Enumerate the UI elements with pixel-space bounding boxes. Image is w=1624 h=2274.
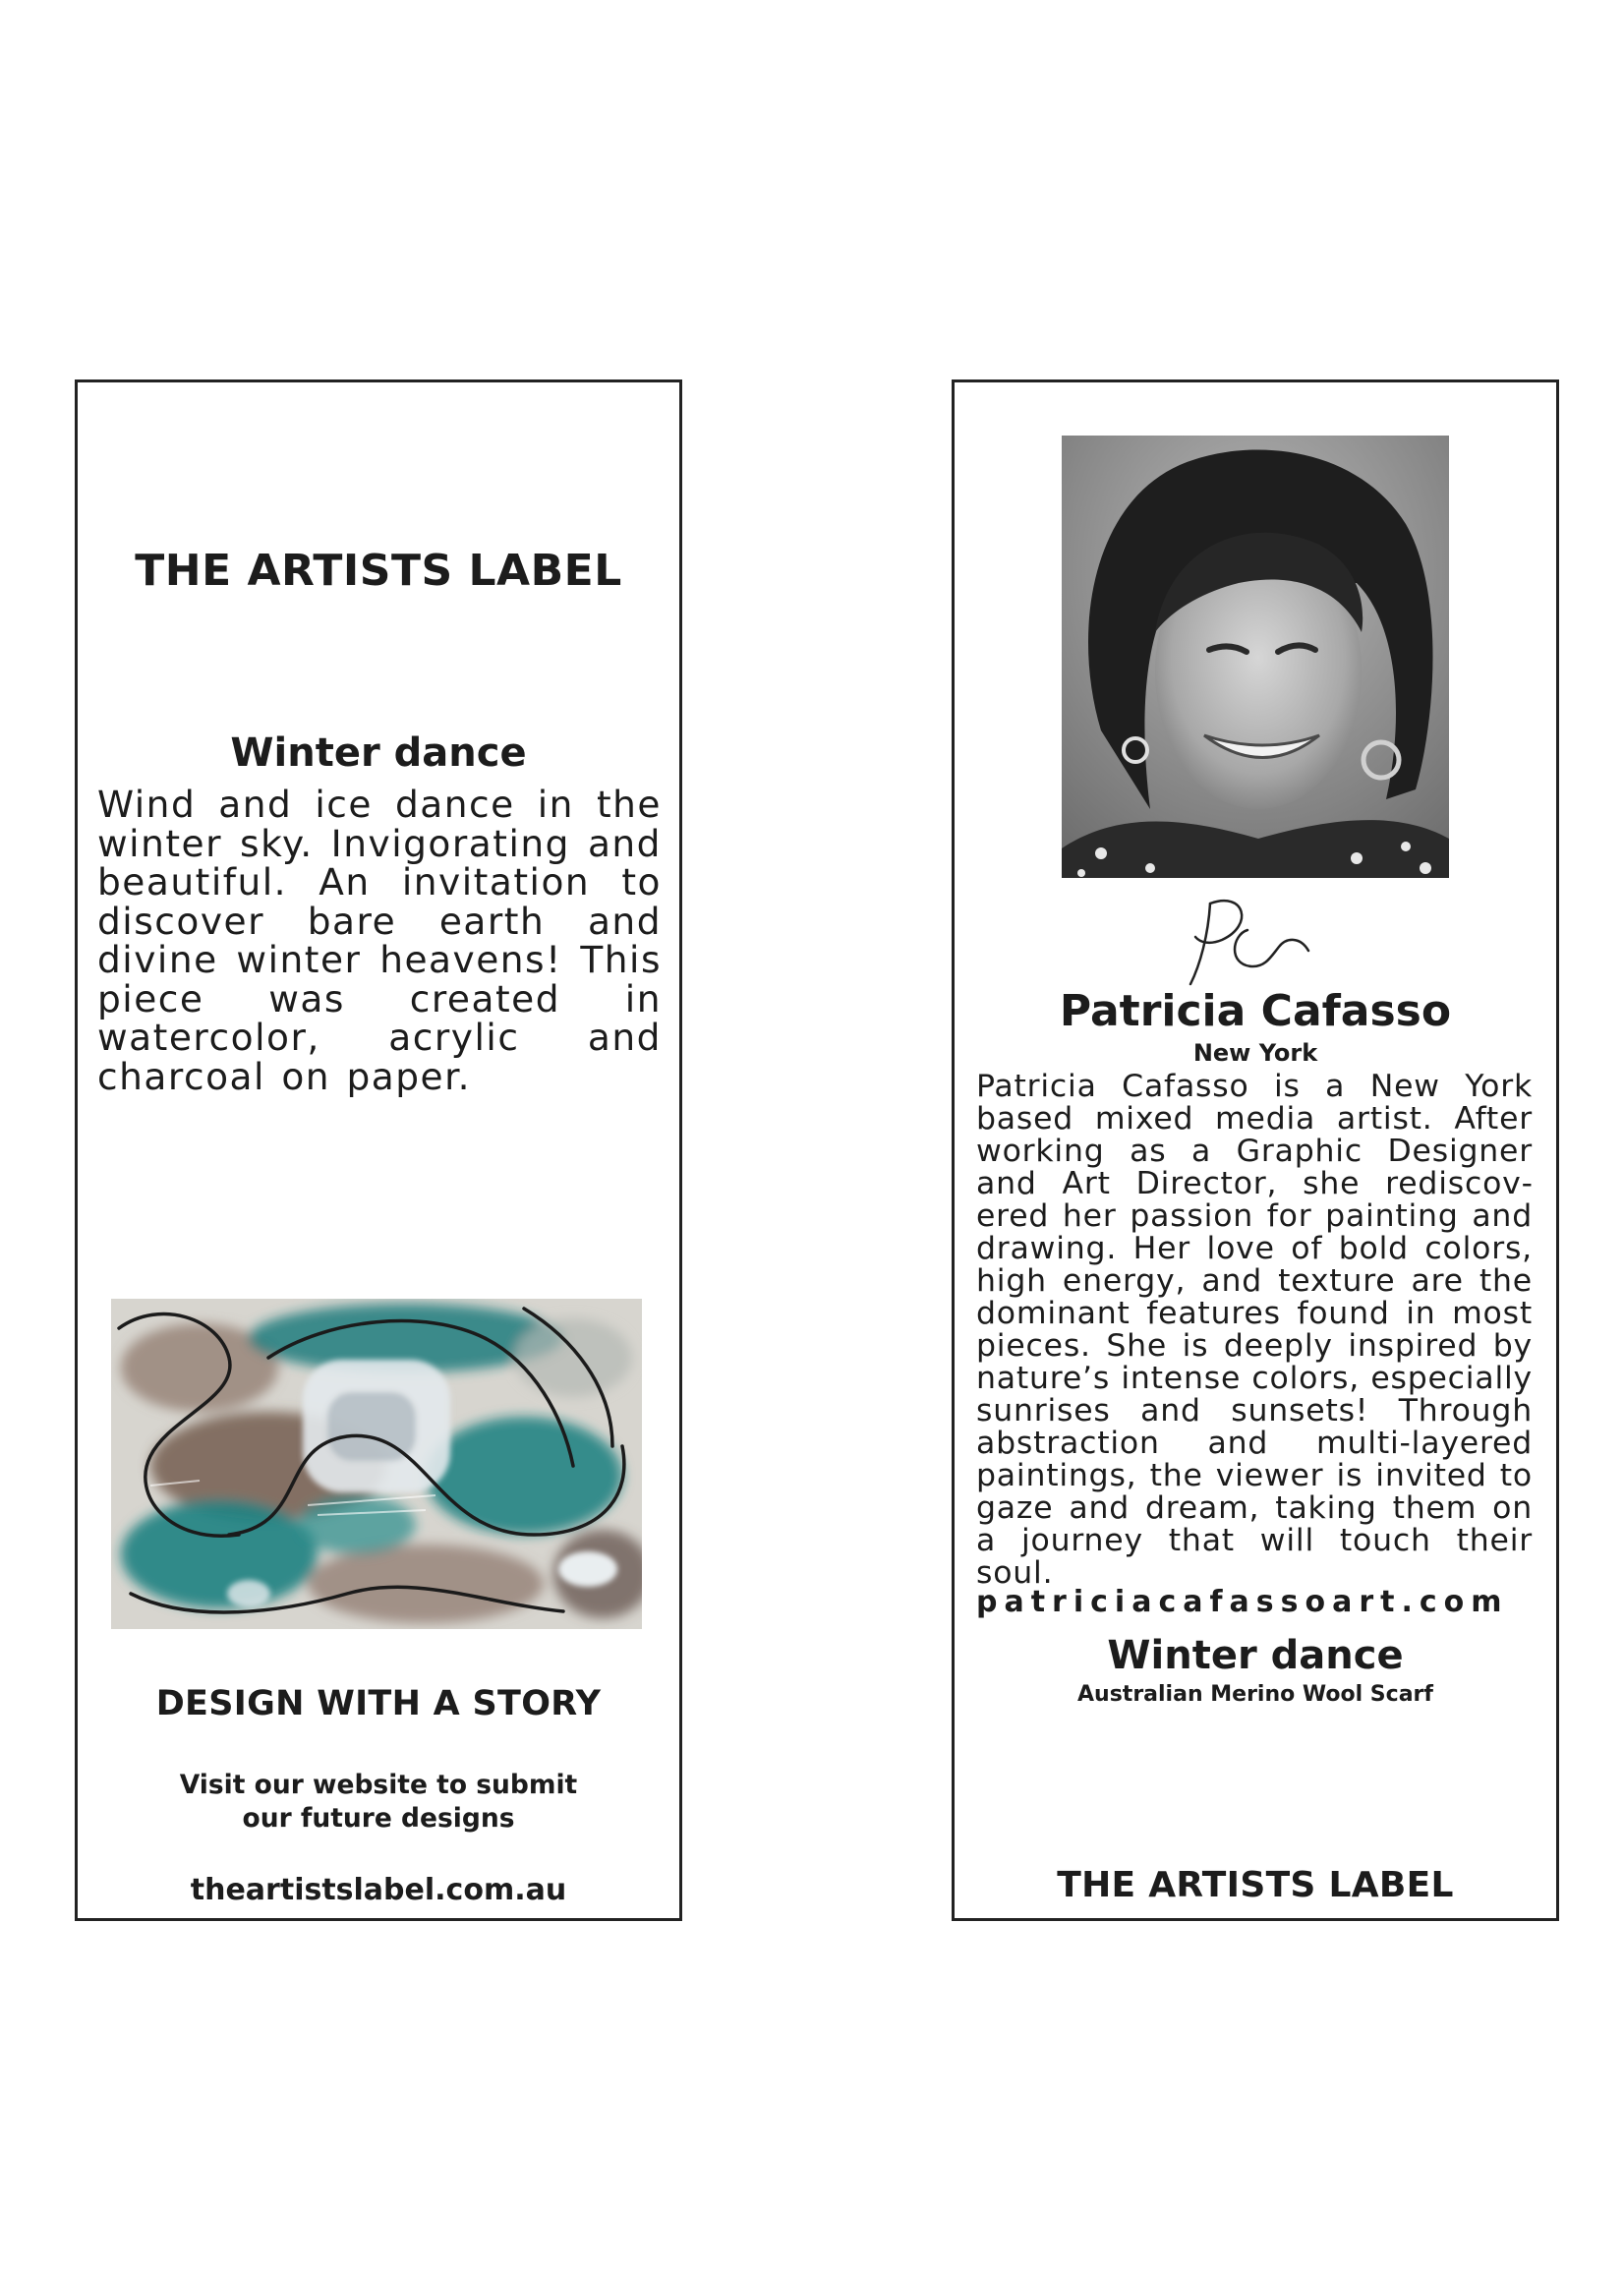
visit-line-2: our future designs: [242, 1803, 515, 1834]
artist-bio: Patricia Cafasso is a New York based mixed media artist. After working as a Graphic Designer and Art Director, she rediscovered her passion for painting and drawing. Her love of bold colors, high energy, and texture are the dominant features found in most pieces. She is deeply inspired by nature’s intense colors, especially sunrises and sunsets! Through abstraction and multi-layered paintings, the viewer is invited to gaze and dream, taking them on a journey that will touch their soul.: [976, 1069, 1533, 1591]
tagline: DESIGN WITH A STORY: [155, 1684, 602, 1723]
artwork-card: [75, 379, 682, 1921]
visit-line-1: Visit our website to submit: [179, 1770, 578, 1800]
product-subtitle: Australian Merino Wool Scarf: [1077, 1682, 1433, 1707]
artist-portrait: [1062, 436, 1449, 878]
artwork-image: [111, 1299, 642, 1629]
product-title: Winter dance: [1107, 1633, 1404, 1678]
artist-card: [952, 379, 1559, 1921]
brand-heading: THE ARTISTS LABEL: [135, 546, 622, 596]
artwork-title: Winter dance: [230, 730, 527, 776]
artist-name: Patricia Cafasso: [1059, 986, 1452, 1036]
artist-website-link[interactable]: patriciacafassoart.com: [976, 1585, 1509, 1619]
website-link[interactable]: theartistslabel.com.au: [190, 1873, 567, 1907]
artist-signature: [1171, 886, 1328, 994]
brand-footer: THE ARTISTS LABEL: [1057, 1865, 1454, 1905]
artwork-description: Wind and ice dance in the winter sky. Invigorating and beautiful. An invitation to discover bare earth and divine winter heavens! This piece was created in watercolor, acrylic and charcoal on paper.: [97, 783, 662, 1098]
visit-text: [78, 1769, 679, 1836]
artist-location: New York: [1192, 1039, 1318, 1067]
